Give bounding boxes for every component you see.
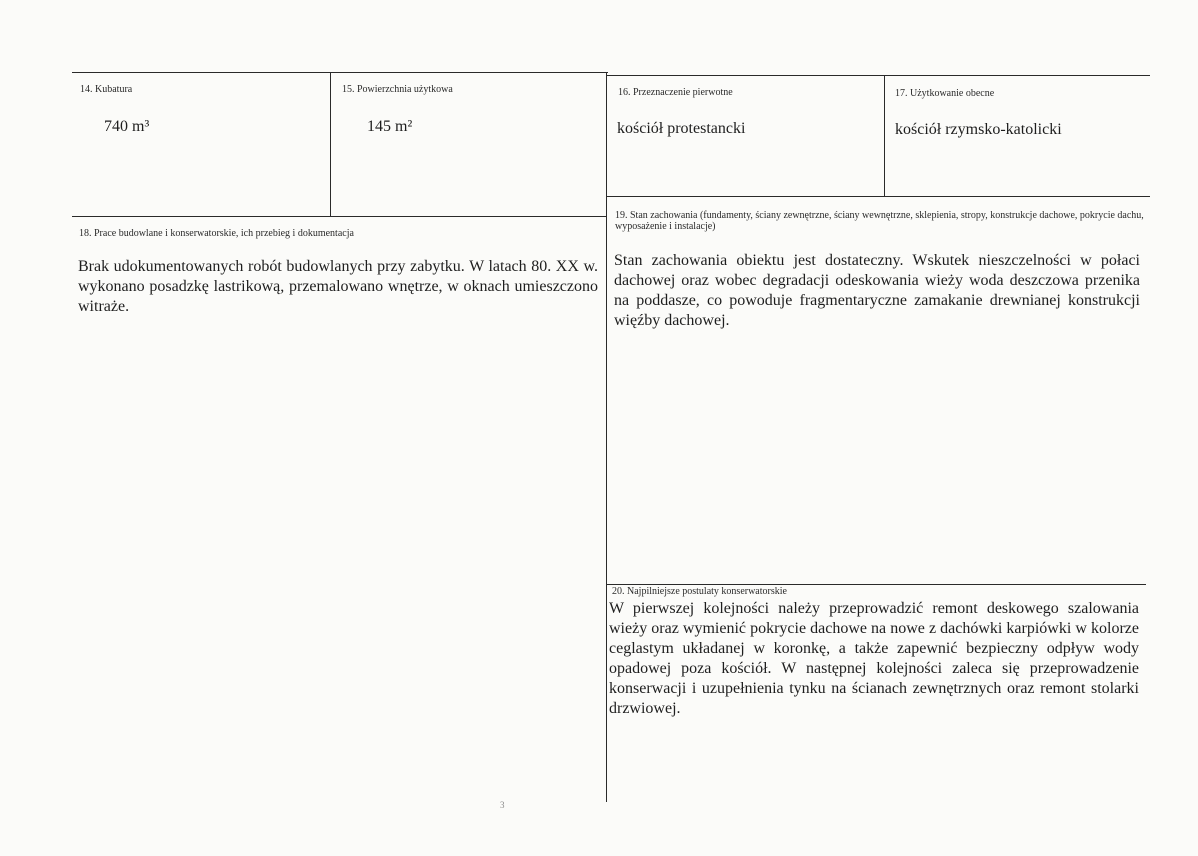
przeznaczenie-value: kościół protestancki — [617, 120, 746, 137]
prace-label: 18. Prace budowlane i konserwatorskie, ich przebieg i dokumentacja — [79, 228, 354, 239]
prace-text: Brak udokumentowanych robót budowlanych przy zabytku. W latach 80. XX w. wykonano posadzkę lastrikową, przemalowano wnętrze, w oknach umieszczono witraże. — [78, 258, 598, 315]
top-rule-right — [606, 75, 1150, 76]
powierzchnia-value: 145 m² — [367, 118, 413, 135]
kubatura-value: 740 m³ — [104, 118, 150, 135]
divider-14-15 — [330, 72, 331, 217]
divider-15-16 — [606, 72, 607, 802]
rule-above-20 — [606, 584, 1146, 585]
postulaty-label: 20. Najpilniejsze postulaty konserwatorskie — [612, 586, 787, 597]
page-number: 3 — [500, 800, 505, 810]
przeznaczenie-label: 16. Przeznaczenie pierwotne — [618, 87, 733, 98]
kubatura-label: 14. Kubatura — [80, 84, 133, 95]
postulaty-text: W pierwszej kolejności należy przeprowadzić remont deskowego szalowania wieży oraz wymienić pokrycie dachowe na nowe z dachówki karpiówki w kolorze ceglastym układanej w koronkę, a także zapewnić bezpieczny odpływ wody opadowej poza kościół. W następnej kolejności zaleca się przeprowadzenie konserwacji i uzupełnienia tynku na ścianach zewnętrznych oraz remont stolarki drzwiowej. — [609, 600, 1139, 717]
rule-above-18 — [72, 216, 606, 217]
powierzchnia-label: 15. Powierzchnia użytkowa — [342, 84, 453, 95]
stan-label: 19. Stan zachowania (fundamenty, ściany zewnętrzne, ściany wewnętrzne, sklepienia, stropy, konstrukcje dachowe, pokrycie dachu, wyposażenie i instalacje) — [615, 210, 1144, 232]
uzytkowanie-label: 17. Użytkowanie obecne — [895, 88, 995, 99]
stan-text: Stan zachowania obiektu jest dostateczny. Wskutek nieszczelności w połaci dachowej oraz wobec degradacji odeskowania wieży woda deszczowa przenika na poddasze, co powoduje fragmentaryczne zamakanie drewnianej konstrukcji więźby dachowej. — [614, 252, 1140, 329]
divider-16-17 — [884, 75, 885, 196]
uzytkowanie-value: kościół rzymsko-katolicki — [895, 121, 1062, 138]
top-rule-left — [72, 72, 608, 73]
rule-above-19 — [606, 196, 1150, 197]
